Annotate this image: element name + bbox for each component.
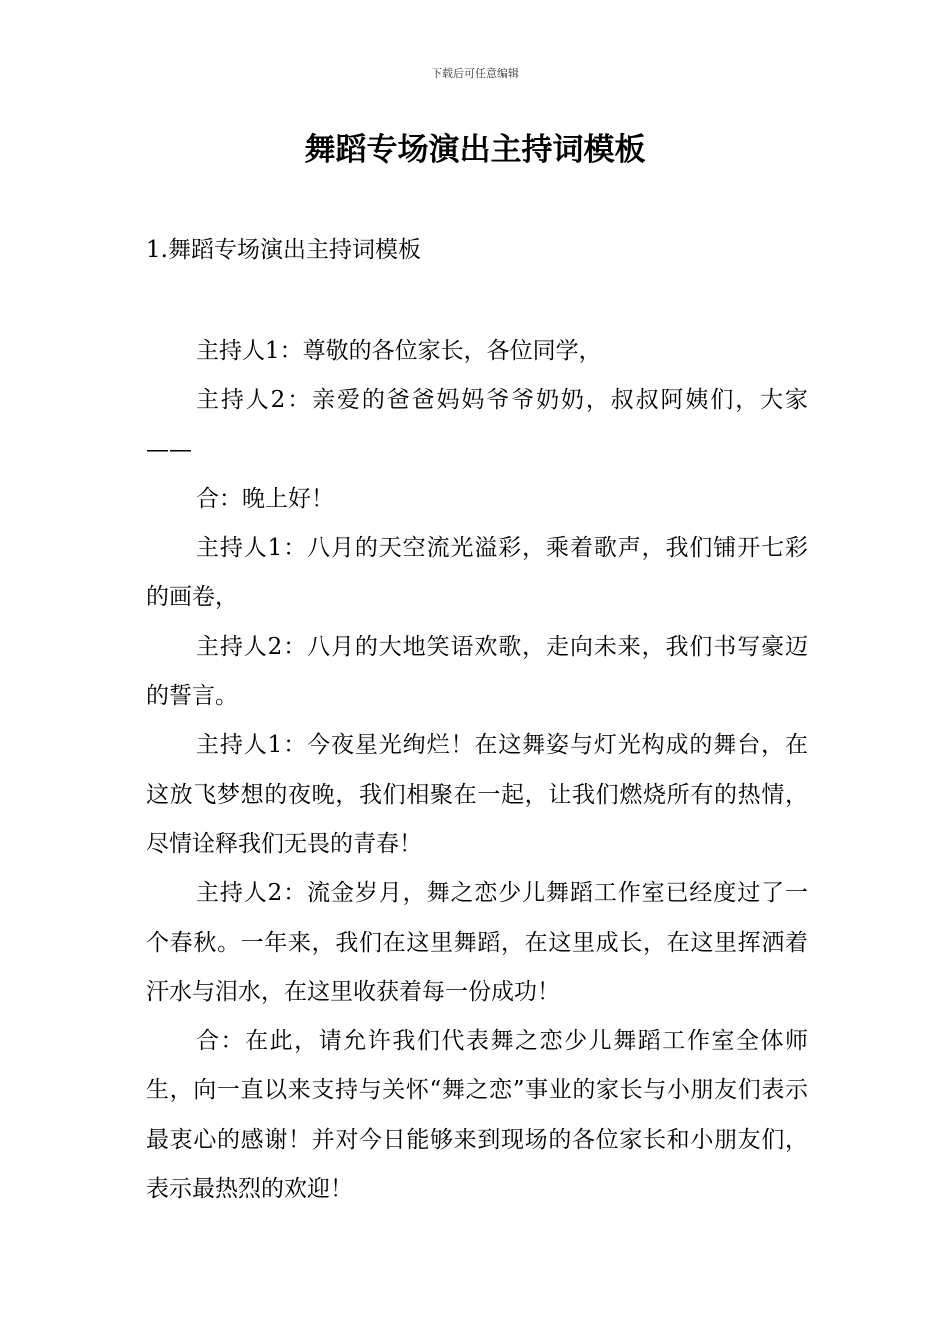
paragraph-host1-august-sky: 主持人1：八月的天空流光溢彩，乘着歌声，我们铺开七彩的画卷， (146, 535, 808, 611)
paragraph-together-thanks: 合：在此，请允许我们代表舞之恋少儿舞蹈工作室全体师生，向一直以来支持与关怀“舞之恋”事业的家长与小朋友们表示最衷心的感谢！并对今日能够来到现场的各位家长和小朋友们，表示最热烈的欢迎！ (146, 1028, 808, 1203)
section-heading: 1.舞蹈专场演出主持词模板 (146, 237, 421, 263)
paragraph-host2-years: 主持人2：流金岁月，舞之恋少儿舞蹈工作室已经度过了一个春秋。一年来，我们在这里舞蹈，在这里成长，在这里挥洒着汗水与泪水，在这里收获着每一份成功！ (146, 880, 808, 1005)
paragraph-host2-greeting: 主持人2：亲爱的爸爸妈妈爷爷奶奶，叔叔阿姨们，大家—— (146, 387, 808, 463)
paragraph-host1-greeting: 主持人1：尊敬的各位家长，各位同学， (196, 338, 602, 364)
paragraph-host2-august-earth: 主持人2：八月的大地笑语欢歌，走向未来，我们书写豪迈的誓言。 (146, 633, 808, 710)
paragraph-together-good-evening: 合：晚上好！ (196, 485, 334, 512)
header-note: 下载后可任意编辑 (431, 67, 519, 80)
document-title: 舞蹈专场演出主持词模板 (304, 132, 646, 168)
paragraph-host1-tonight: 主持人1：今夜星光绚烂！在这舞姿与灯光构成的舞台，在这放飞梦想的夜晚，我们相聚在一起，让我们燃烧所有的热情，尽情诠释我们无畏的青春！ (146, 732, 808, 857)
body-text (146, 327, 808, 1214)
